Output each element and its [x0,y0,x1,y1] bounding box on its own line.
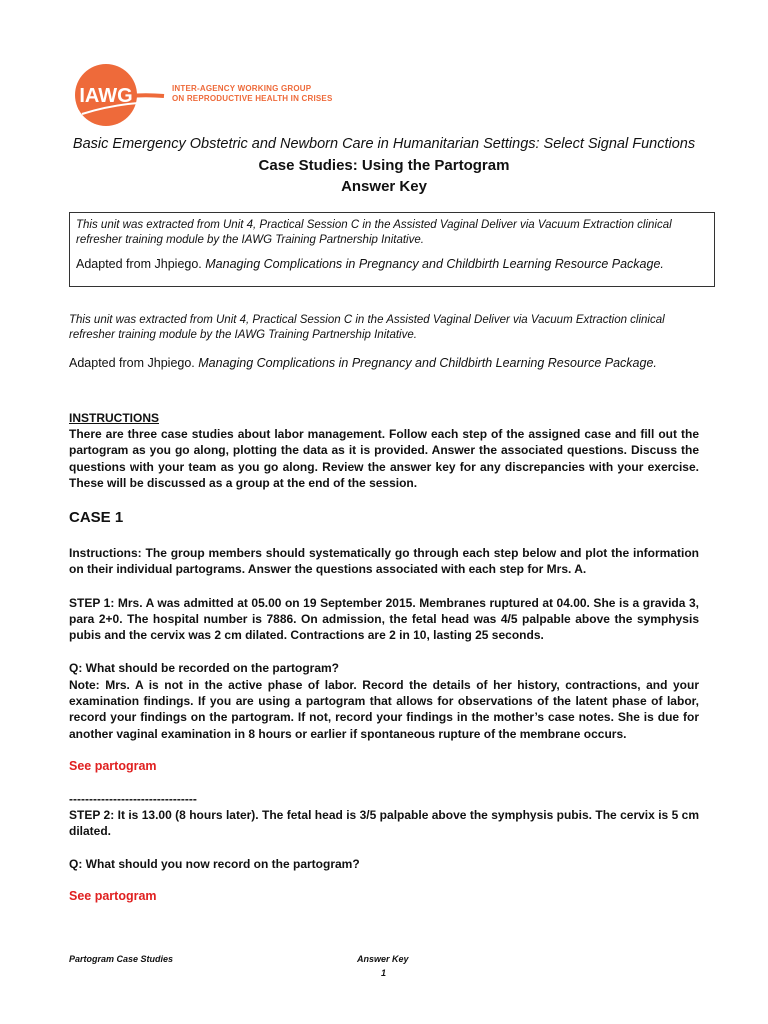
question-1: Q: What should be recorded on the partogram? [69,661,340,675]
source-adapted-text: Adapted from Jhpiego. Managing Complications in Pregnancy and Childbirth Learning Resource Package. [76,257,664,271]
source-extract-text: This unit was extracted from Unit 4, Practical Session C in the Assisted Vaginal Deliver via Vacuum Extraction clinical refresher training module by the IAWG Training Partnership Initative. [76,219,672,246]
case1-instructions: Instructions: The group members should systematically go through each step below and plot the information on their individual partograms. Answer the questions associated with each step for Mrs. A. [69,546,699,577]
answer-key-heading: Answer Key [341,178,427,195]
source-box [69,212,715,287]
instructions-section [69,410,699,491]
document-subtitle: Basic Emergency Obstetric and Newborn Care in Humanitarian Settings: Select Signal Functions [72,136,696,152]
see-partogram-1: See partogram [69,759,157,773]
instructions-text: There are three case studies about labor management. Follow each step of the assigned case and fill out the partogram as you go along, plotting the data as it is provided. Answer the associated questions. Discuss the questions with your team as you go along. Review the answer key for any discrepancies with your exercise. These will be discussed as a group at the end of the session. [69,427,699,490]
divider-line: -------------------------------- [69,792,197,806]
question-2: Q: What should you now record on the partogram? [69,857,360,871]
svg-text:IAWG: IAWG [79,85,133,107]
step2-text: STEP 2: It is 13.00 (8 hours later). The fetal head is 3/5 palpable above the symphysis pubis. The cervix is 5 cm dilated. [69,808,700,839]
step1-text: STEP 1: Mrs. A was admitted at 05.00 on 19 September 2015. Membranes ruptured at 04.00. She is a gravida 3, para 2+0. The hospital number is 7886. On admission, the fetal head was 4/5 palpable above the symphysis pubis and the cervix was 2 cm dilated. Contractions are 2 in 10, lasting 25 seconds. [69,596,699,643]
logo-org-name: INTER-AGENCY WORKING GROUP ON REPRODUCTIVE HEALTH IN CRISES [172,84,333,103]
footer-left: Partogram Case Studies [69,954,174,964]
footer-center: Answer Key [357,954,409,964]
document-title: Case Studies: Using the Partogram [258,157,510,174]
see-partogram-2: See partogram [69,889,157,903]
instructions-heading: INSTRUCTIONS [69,411,159,425]
page-number: 1 [381,968,387,978]
repeated-source-text: This unit was extracted from Unit 4, Practical Session C in the Assisted Vaginal Deliver via Vacuum Extraction clinical refresher training module by the IAWG Training Partnership Initative. Adapted from Jhpiego. Managing Complications in Pregnancy and Childbirth Learning Resource Package. [69,314,665,370]
case1-heading: CASE 1 [69,509,124,526]
iawg-logo [70,62,333,130]
note-text: Note: Mrs. A is not in the active phase of labor. Record the details of her history, contractions, and your examination findings. If you are using a partogram that allows for observations of the latent phase of labor, record your findings on the partogram. If not, record your findings in the mother’s case notes. She is due for another vaginal examination in 8 hours or earlier if spontaneous rupture of the membrane occurs. [69,678,699,741]
iawg-logo-mark [70,62,166,126]
